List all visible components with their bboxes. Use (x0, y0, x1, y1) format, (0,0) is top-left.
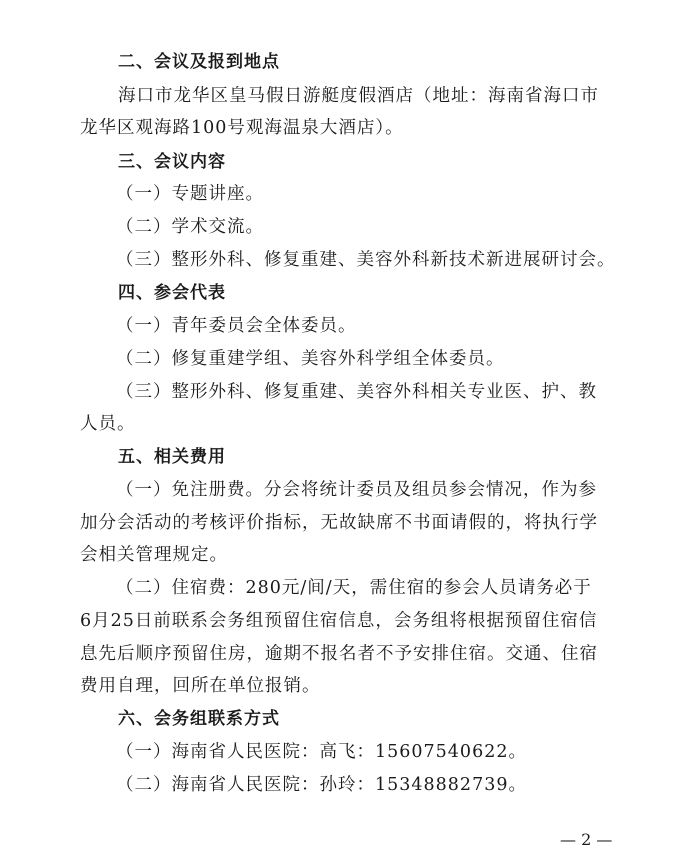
list-item: （三）整形外科、修复重建、美容外科新技术新进展研讨会。 (116, 250, 616, 270)
paragraph-line: 龙华区观海路100号观海温泉大酒店）。 (80, 118, 404, 138)
paragraph-line: 海口市龙华区皇马假日游艇度假酒店（地址：海南省海口市 (118, 86, 599, 106)
section-heading: 六、会务组联系方式 (118, 709, 280, 729)
list-item: （二）学术交流。 (116, 217, 264, 237)
list-item: （一）专题讲座。 (116, 184, 264, 204)
section-heading: 三、会议内容 (118, 152, 226, 172)
page-number: — 2 — (560, 830, 613, 849)
paragraph-line: （二）住宿费：280元/间/天，需住宿的参会人员请务必于 (116, 578, 592, 598)
list-item: （一）青年委员会全体委员。 (116, 316, 357, 336)
paragraph-line: 费用自理，回所在单位报销。 (80, 676, 321, 696)
contact-item: （一）海南省人民医院：高飞：15607540622。 (116, 742, 527, 762)
paragraph-line: 6月25日前联系会务组预留住宿信息，会务组将根据预留住宿信 (80, 611, 598, 631)
section-heading: 四、参会代表 (118, 283, 226, 303)
paragraph-line: （一）免注册费。分会将统计委员及组员参会情况，作为参 (116, 480, 597, 500)
paragraph-line: 人员。 (80, 414, 136, 434)
list-item: （三）整形外科、修复重建、美容外科相关专业医、护、教 (116, 382, 597, 402)
paragraph-line: 息先后顺序预留住房，逾期不报名者不予安排住宿。交通、住宿 (80, 644, 598, 664)
list-item: （二）修复重建学组、美容外科学组全体委员。 (116, 349, 505, 369)
section-heading: 二、会议及报到地点 (118, 52, 280, 72)
section-heading: 五、相关费用 (118, 447, 226, 467)
contact-item: （二）海南省人民医院：孙玲：15348882739。 (116, 775, 527, 795)
paragraph-line: 加分会活动的考核评价指标，无故缺席不书面请假的，将执行学 (80, 513, 598, 533)
paragraph-line: 会相关管理规定。 (80, 545, 228, 565)
